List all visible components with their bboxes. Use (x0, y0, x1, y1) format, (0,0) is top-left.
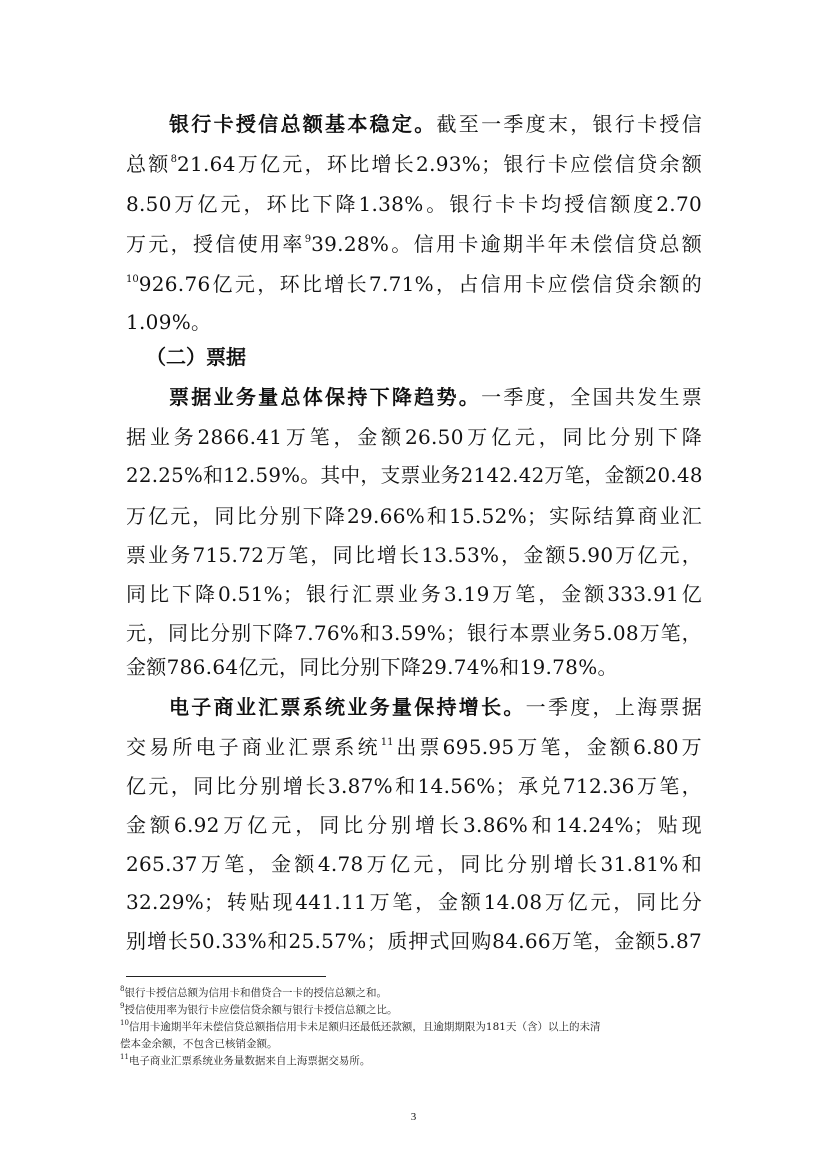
footnote-separator (126, 976, 326, 977)
bankcard-line-6: 1.09%。 (126, 310, 212, 334)
ecds-line-2 (126, 731, 702, 763)
ecds-text: 交易所电子商业汇票系统 (126, 735, 381, 759)
footnote-text: 银行卡授信总额为信用卡和借贷合一卡的授信总额之和。 (124, 987, 387, 999)
footnote-10-continued: 偿本金余额，不包含已核销金额。 (120, 1038, 278, 1050)
footnote-8 (120, 985, 710, 1002)
ecds-lead: 电子商业汇票系统业务量保持增长。 (169, 695, 526, 719)
footnote-ref-11: 11 (380, 737, 394, 748)
bills-line-6: 同比下降0.51%；银行汇票业务3.19万笔，金额333.91亿 (126, 582, 702, 606)
bankcard-line-5 (126, 268, 702, 300)
bills-line-5: 票业务715.72万笔，同比增长13.53%，金额5.90万亿元， (126, 543, 702, 567)
footnote-text: 授信使用率为银行卡应偿信贷余额与银行卡授信总额之比。 (124, 1004, 398, 1016)
ecds-text: 出票695.95万笔，金额6.80万 (393, 735, 702, 759)
bankcard-lead: 银行卡授信总额基本稳定。 (169, 112, 437, 136)
ecds-text: 一季度，上海票据 (525, 695, 702, 719)
bills-text: 一季度，全国共发生票 (481, 385, 702, 409)
bills-line-8: 金额786.64亿元，同比分别下降29.74%和19.78%。 (126, 655, 618, 679)
ecds-line-5: 265.37万笔，金额4.78万亿元，同比分别增长31.81%和 (126, 852, 702, 876)
bankcard-text: 截至一季度末，银行卡授信 (436, 112, 702, 136)
ecds-line-3: 亿元，同比分别增长3.87%和14.56%；承兑712.36万笔， (126, 774, 702, 798)
bankcard-line-2 (126, 148, 702, 180)
footnote-number: 11 (120, 1053, 129, 1061)
footnote-ref-9: 9 (304, 234, 312, 245)
footnote-ref-8: 8 (170, 154, 177, 165)
ecds-line-6: 32.29%；转贴现441.11万笔，金额14.08万亿元，同比分 (126, 890, 702, 914)
bills-line-1 (169, 381, 702, 413)
ecds-line-1 (169, 691, 702, 723)
footnote-number: 8 (120, 985, 125, 993)
bills-line-3: 22.25%和12.59%。其中，支票业务2142.42万笔，金额20.48 (126, 464, 703, 487)
bankcard-line-4 (126, 228, 702, 260)
footnote-text: 信用卡逾期半年未偿信贷总额指信用卡未足额归还最低还款额，且逾期期限为181天（含）以上的未清 (128, 1021, 601, 1033)
footnote-11 (120, 1053, 710, 1070)
bills-line-7: 元，同比分别下降7.76%和3.59%；银行本票业务5.08万笔， (126, 621, 702, 645)
footnote-ref-10: 10 (126, 274, 139, 285)
ecds-line-4: 金额6.92万亿元，同比分别增长3.86%和14.24%；贴现 (126, 813, 702, 837)
bankcard-line-1 (169, 108, 702, 140)
page-number: 3 (410, 1111, 417, 1123)
bankcard-text: 21.64万亿元，环比增长2.93%；银行卡应偿信贷余额 (176, 152, 702, 176)
footnote-text: 电子商业汇票系统业务量数据来自上海票据交易所。 (128, 1055, 371, 1067)
section-heading: （二）票据 (146, 345, 246, 369)
footnote-number: 10 (120, 1019, 129, 1027)
bankcard-text: 39.28%。信用卡逾期半年未偿信贷总额 (311, 232, 702, 256)
bankcard-text: 总额 (126, 152, 171, 176)
bankcard-text: 万元，授信使用率 (126, 232, 305, 256)
bills-lead: 票据业务量总体保持下降趋势。 (169, 385, 482, 409)
bills-line-4: 万亿元，同比分别下降29.66%和15.52%；实际结算商业汇 (126, 504, 702, 528)
bankcard-line-3: 8.50万亿元，环比下降1.38%。银行卡卡均授信额度2.70 (126, 192, 702, 216)
bankcard-text: 926.76亿元，环比增长7.71%，占信用卡应偿信贷余额的 (138, 272, 702, 296)
footnote-number: 9 (120, 1002, 125, 1010)
ecds-line-7: 别增长50.33%和25.57%；质押式回购84.66万笔，金额5.87 (126, 929, 702, 953)
footnote-10 (120, 1019, 710, 1036)
bills-line-2: 据业务2866.41万笔，金额26.50万亿元，同比分别下降 (126, 425, 702, 449)
footnote-9 (120, 1002, 710, 1019)
